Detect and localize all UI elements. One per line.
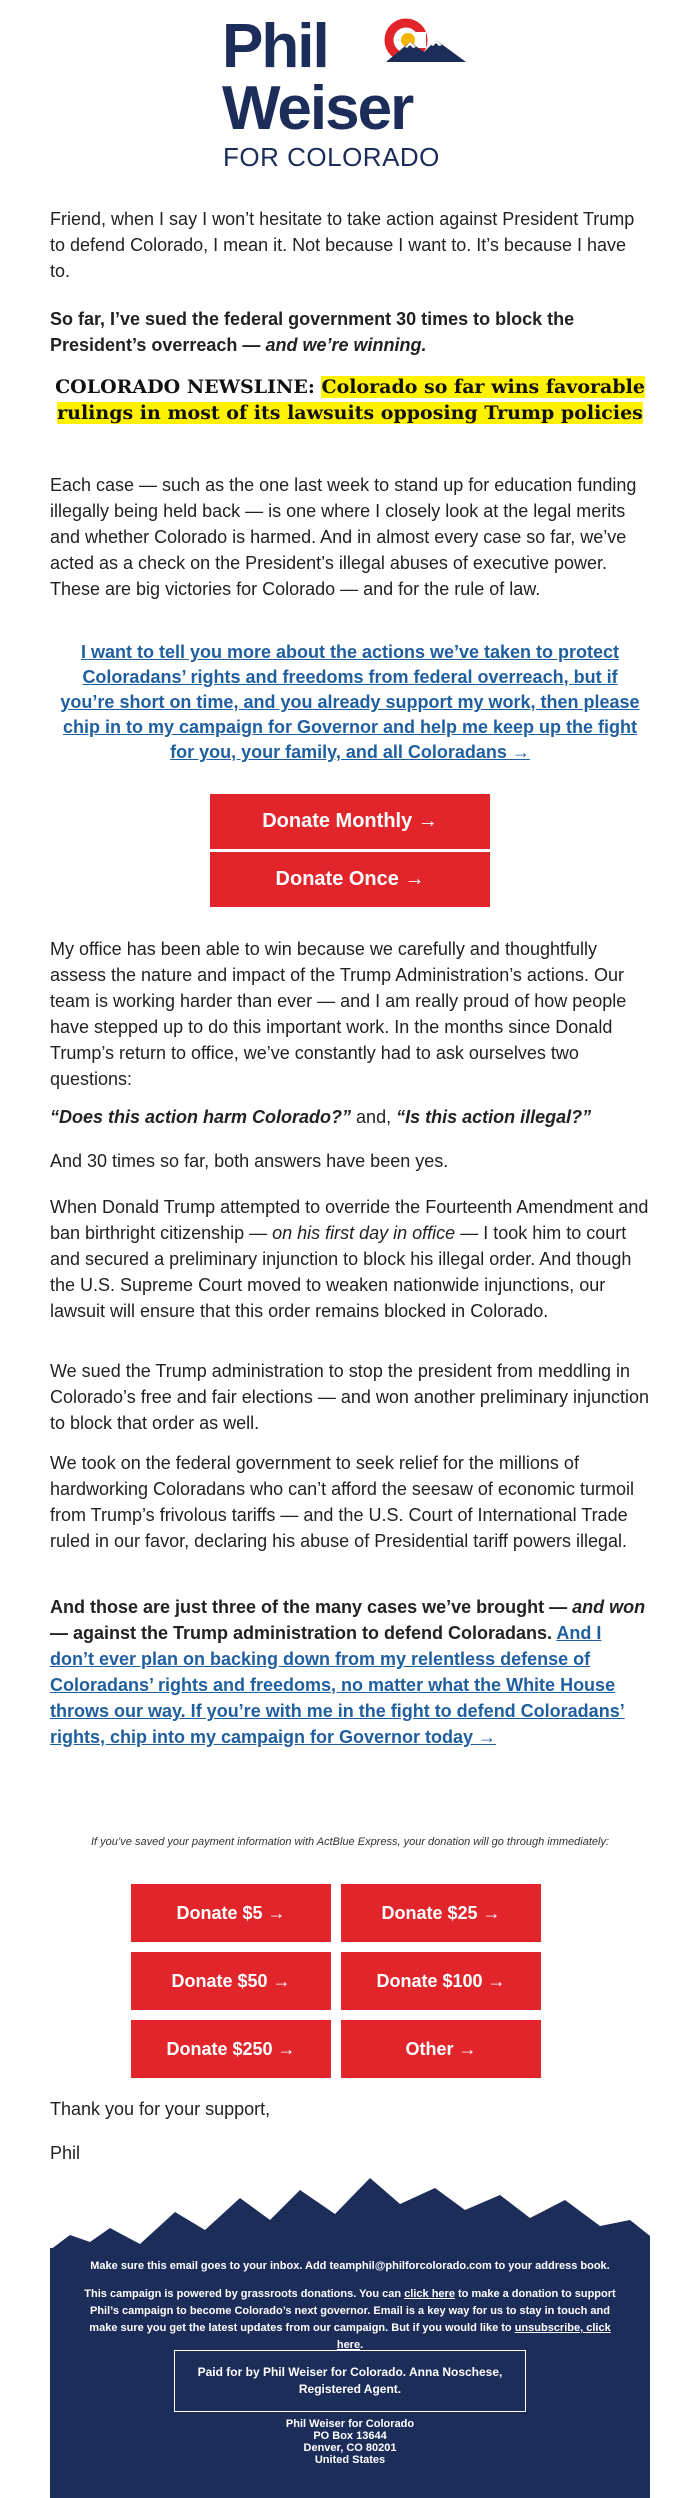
donate-50-button[interactable]: Donate $50 →: [131, 1952, 331, 2010]
donate-250-button[interactable]: Donate $250 →: [131, 2020, 331, 2078]
each-case-paragraph: Each case — such as the one last week to stand up for education funding illegally being held back — is one where I closely look at the legal merits and whether Colorado is harmed. And in almost every case so far, we’ve acted as a check on the President’s illegal abuses of executive power. These are big victories for Colorado — and for the rule of law.: [50, 475, 637, 599]
sued-emphasis: and we’re winning.: [265, 335, 427, 355]
question-harm: “Does this action harm Colorado?”: [50, 1107, 352, 1127]
footer-powered-b: to make a donation to support Phil’s campaign to become Colorado’s next governor. Email is a key way for us to stay in touch and make sure you get the latest updates from our campaign. But if you would like to: [89, 2288, 616, 2334]
donate-cta-link[interactable]: I want to tell you more about the actions we’ve taken to protect Coloradans’ rights and freedoms from federal overreach, but if you’re short on time, and you already support my work, then please chip in to my campaign for Governor and help me keep up the fight for you, your family, and all Coloradans →: [60, 642, 640, 762]
headline-source: COLORADO NEWSLINE:: [55, 376, 322, 398]
question-illegal: “Is this action illegal?”: [396, 1107, 592, 1127]
office-paragraph: My office has been able to win because we carefully and thoughtfully assess the nature and impact of the Trump Administration’s actions. Our team is working harder than ever — and I am really proud of how people have stepped up to do this important work. In the months since Donald Trump’s return to office, we’ve constantly had to ask ourselves two questions:: [50, 939, 627, 1089]
mailing-address: [50, 2418, 650, 2466]
donate-25-button[interactable]: Donate $25 →: [341, 1884, 541, 1942]
questions-paragraph: [50, 1104, 650, 1130]
logo-first-name: Phil: [222, 12, 328, 81]
donate-5-button[interactable]: Donate $5 →: [131, 1884, 331, 1942]
footer-donate-link[interactable]: click here: [404, 2288, 455, 2300]
sued-text: So far, I’ve sued the federal government 30 times to block the President’s overreach —: [50, 309, 575, 355]
address-line-1: Phil Weiser for Colorado: [285, 2418, 415, 2430]
headline-highlight: Colorado so far wins favorable rulings in most of its lawsuits opposing Trump policies: [57, 376, 645, 424]
footer-powered-c: .: [360, 2339, 364, 2351]
signoff: Phil: [50, 2143, 81, 2163]
three-cases-paragraph: [50, 1594, 650, 1750]
donate-monthly-button[interactable]: Donate Monthly →: [210, 794, 490, 849]
elections-paragraph: We sued the Trump administration to stop the president from meddling in Colorado’s free and fair elections — and won another preliminary injunction to block that order as well.: [50, 1361, 650, 1433]
email-footer: [50, 2248, 650, 2498]
tariffs-paragraph: We took on the federal government to seek relief for the millions of hardworking Coloradans who can’t afford the seesaw of economic turmoil from Trump’s frivolous tariffs — and the U.S. Court of International Trade ruled in our favor, declaring his abuse of Presidential tariff powers illegal.: [50, 1453, 634, 1551]
birthright-text-a: When Donald Trump attempted to override the Fourteenth Amendment and ban birthright citizenship —: [50, 1197, 649, 1243]
donate-other-button[interactable]: Other →: [341, 2020, 541, 2078]
question-and: and,: [351, 1107, 397, 1127]
colorado-mountain-icon: [370, 18, 480, 88]
donate-100-button[interactable]: Donate $100 →: [341, 1952, 541, 2010]
footer-inbox-note: Make sure this email goes to your inbox. Add teamphil@philforcolorado.com to your address book.: [90, 2260, 610, 2272]
thanks-line: Thank you for your support,: [50, 2099, 271, 2119]
three-text-c: — against the Trump administration to defend Coloradans.: [50, 1623, 557, 1643]
news-headline: [50, 374, 650, 426]
three-emphasis: and won: [572, 1597, 646, 1617]
intro-paragraph: Friend, when I say I won’t hesitate to take action against President Trump to defend Colorado, I mean it. Not because I want to. It’s because I have to.: [50, 209, 635, 281]
logo-tagline: FOR COLORADO: [223, 142, 440, 172]
address-line-3: Denver, CO 80201: [303, 2442, 397, 2454]
birthright-emphasis: on his first day in office: [272, 1223, 456, 1243]
paid-for-box: Paid for by Phil Weiser for Colorado. Anna Noschese, Registered Agent.: [174, 2350, 526, 2412]
footer-unsubscribe-link[interactable]: unsubscribe, click here: [336, 2322, 611, 2351]
birthright-paragraph: [50, 1194, 650, 1324]
footer-powered-text: [80, 2286, 620, 2354]
campaign-logo: [222, 12, 482, 172]
birthright-text-c: — I took him to court and secured a preliminary injunction to block his illegal order. And though the U.S. Supreme Court moved to weaken nationwide injunctions, our lawsuit will ensure that this order remains blocked in Colorado.: [50, 1223, 632, 1321]
three-text-a: And those are just three of the many cases we’ve brought —: [50, 1597, 573, 1617]
sued-paragraph: [50, 306, 650, 358]
actblue-note: If you’ve saved your payment information with ActBlue Express, your donation will go through immediately:: [90, 1836, 610, 1848]
donate-once-button[interactable]: Donate Once →: [210, 852, 490, 907]
address-line-4: United States: [314, 2454, 386, 2466]
address-line-2: PO Box 13644: [313, 2430, 387, 2442]
footer-powered-a: This campaign is powered by grassroots donations. You can: [84, 2288, 405, 2300]
chip-in-link[interactable]: And I don’t ever plan on backing down from my relentless defense of Coloradans’ rights and freedoms, no matter what the White House throws our way. If you’re with me in the fight to defend Coloradans’ rights, chip into my campaign for Governor today →: [50, 1623, 625, 1747]
logo-last-name: Weiser: [222, 74, 413, 143]
thirty-times-paragraph: And 30 times so far, both answers have been yes.: [50, 1151, 449, 1171]
